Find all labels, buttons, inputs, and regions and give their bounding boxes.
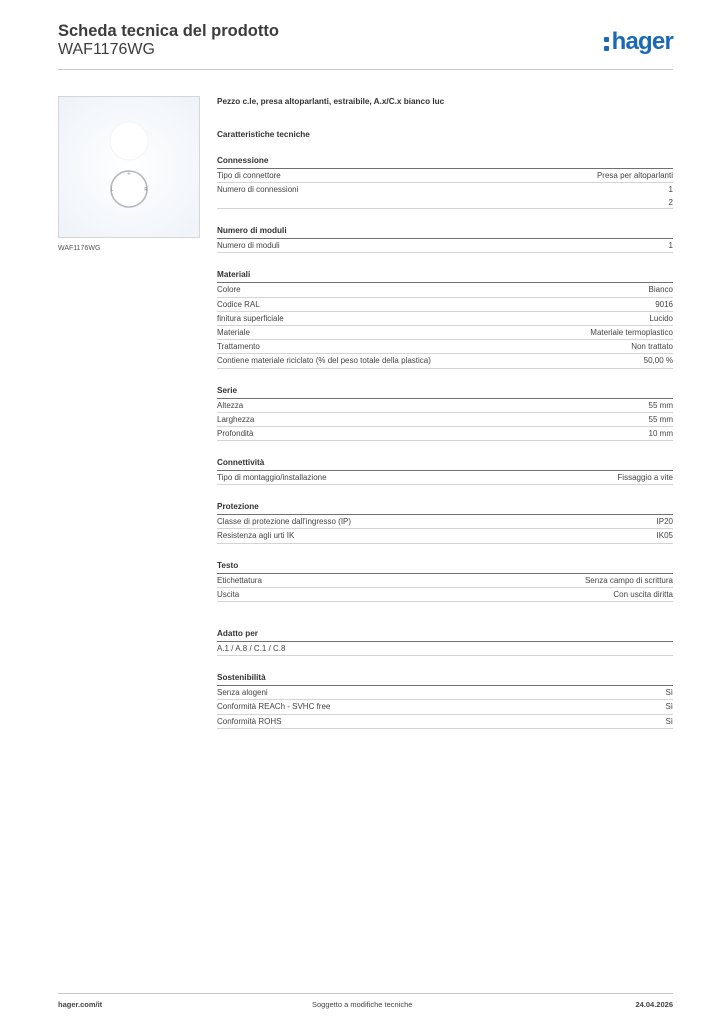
spec-label: Classe di protezione dall'ingresso (IP) <box>217 517 352 527</box>
spec-label: Senza alogeni <box>217 688 268 698</box>
product-code: WAF1176WG <box>58 41 155 58</box>
section-title-connettivita: Connettività <box>217 458 265 468</box>
spec-label: Colore <box>217 285 241 295</box>
section-title-adatto: Adatto per <box>217 629 258 638</box>
spec-row <box>217 340 673 354</box>
spec-row <box>217 427 673 441</box>
spec-label: finitura superficiale <box>217 313 284 323</box>
spec-label: Etichettatura <box>217 575 262 585</box>
spec-row <box>217 326 673 340</box>
spec-value: 55 mm <box>648 414 673 424</box>
spec-value: Senza campo di scrittura <box>584 575 673 585</box>
spec-value: Lucido <box>649 313 673 323</box>
spec-value: Sì <box>665 716 673 726</box>
section-title-materiali: Materiali <box>217 270 251 280</box>
spec-label: Numero di moduli <box>217 241 280 251</box>
svg-text:L: L <box>110 187 114 193</box>
footer-note: Soggetto a modifiche tecniche <box>312 1000 413 1009</box>
spec-label: Contiene materiale riciclato (% del peso totale della plastica) <box>217 356 431 366</box>
hager-logo <box>604 29 673 55</box>
spec-row <box>217 686 673 700</box>
spec-value: 9016 <box>655 299 673 309</box>
page-footer <box>58 993 673 1013</box>
spec-row <box>217 283 673 297</box>
spec-label: Altezza <box>217 400 244 410</box>
spec-value: Non trattato <box>631 342 673 352</box>
product-description: Pezzo c.le, presa altoparlanti, estraibile, A.x/C.x bianco luc <box>217 97 445 106</box>
spec-value: IK05 <box>656 531 673 541</box>
spec-value: Sì <box>665 702 673 712</box>
spec-label: Uscita <box>217 589 240 599</box>
spec-row <box>217 515 673 529</box>
spec-value: Sì <box>665 688 673 698</box>
svg-text:R: R <box>144 187 148 193</box>
logo-dots-icon <box>604 37 609 51</box>
spec-row <box>217 588 673 602</box>
spec-row <box>217 574 673 588</box>
spec-row <box>217 183 673 209</box>
spec-label: Larghezza <box>217 414 255 424</box>
spec-label: Conformità ROHS <box>217 716 282 726</box>
spec-row <box>217 413 673 427</box>
spec-label: Tipo di connettore <box>217 171 281 180</box>
spec-value: 1 <box>668 241 673 251</box>
spec-label: Conformità REACh - SVHC free <box>217 702 331 712</box>
section-title-sostenibilita: Sostenibilità <box>217 673 266 683</box>
spec-content <box>217 97 673 729</box>
spec-row <box>217 312 673 326</box>
characteristics-heading: Caratteristiche tecniche <box>217 130 310 139</box>
spec-value: Con uscita diritta <box>613 589 673 599</box>
page-header <box>58 22 673 70</box>
spec-value: Bianco <box>648 285 673 295</box>
product-illustration-icon <box>59 97 199 237</box>
spec-value: 10 mm <box>648 428 673 438</box>
spec-value: 55 mm <box>648 400 673 410</box>
spec-row <box>217 399 673 413</box>
footer-website-link[interactable]: hager.com/it <box>58 1000 103 1009</box>
page-title: Scheda tecnica del prodotto <box>58 22 279 40</box>
spec-row <box>217 471 673 485</box>
section-title-moduli: Numero di moduli <box>217 226 287 236</box>
spec-row <box>217 239 673 253</box>
section-title-connessione: Connessione <box>217 156 269 165</box>
image-caption: WAF1176WG <box>58 245 101 252</box>
spec-label: Trattamento <box>217 342 260 352</box>
spec-label: A.1 / A.8 / C.1 / C.8 <box>217 644 286 653</box>
spec-value: 2 <box>668 198 673 208</box>
spec-value: Presa per altoparlanti <box>596 171 673 180</box>
spec-label: Codice RAL <box>217 299 260 309</box>
spec-value: 1 <box>668 185 673 195</box>
spec-value: Fissaggio a vite <box>617 473 673 483</box>
spec-label: Materiale <box>217 327 250 337</box>
product-image <box>58 96 200 238</box>
spec-row <box>217 529 673 543</box>
spec-row <box>217 700 673 714</box>
section-title-serie: Serie <box>217 385 238 395</box>
spec-label: Tipo di montaggio/installazione <box>217 473 327 483</box>
svg-text:+: + <box>126 171 132 177</box>
spec-row <box>217 354 673 368</box>
spec-label: Profondità <box>217 428 254 438</box>
section-title-testo: Testo <box>217 560 239 570</box>
spec-value-list <box>669 183 673 209</box>
spec-value: 50,00 % <box>643 356 673 366</box>
spec-label: Numero di connessioni <box>217 185 299 195</box>
spec-label: Resistenza agli urti IK <box>217 531 295 541</box>
spec-value: IP20 <box>656 517 673 527</box>
spec-row <box>217 642 673 656</box>
spec-value: Materiale termoplastico <box>590 327 673 337</box>
section-title-protezione: Protezione <box>217 502 259 512</box>
spec-row <box>217 169 673 183</box>
logo-wordmark: hager <box>611 28 673 55</box>
footer-date: 24.04.2026 <box>635 1000 673 1009</box>
spec-row <box>217 715 673 729</box>
spec-row <box>217 298 673 312</box>
